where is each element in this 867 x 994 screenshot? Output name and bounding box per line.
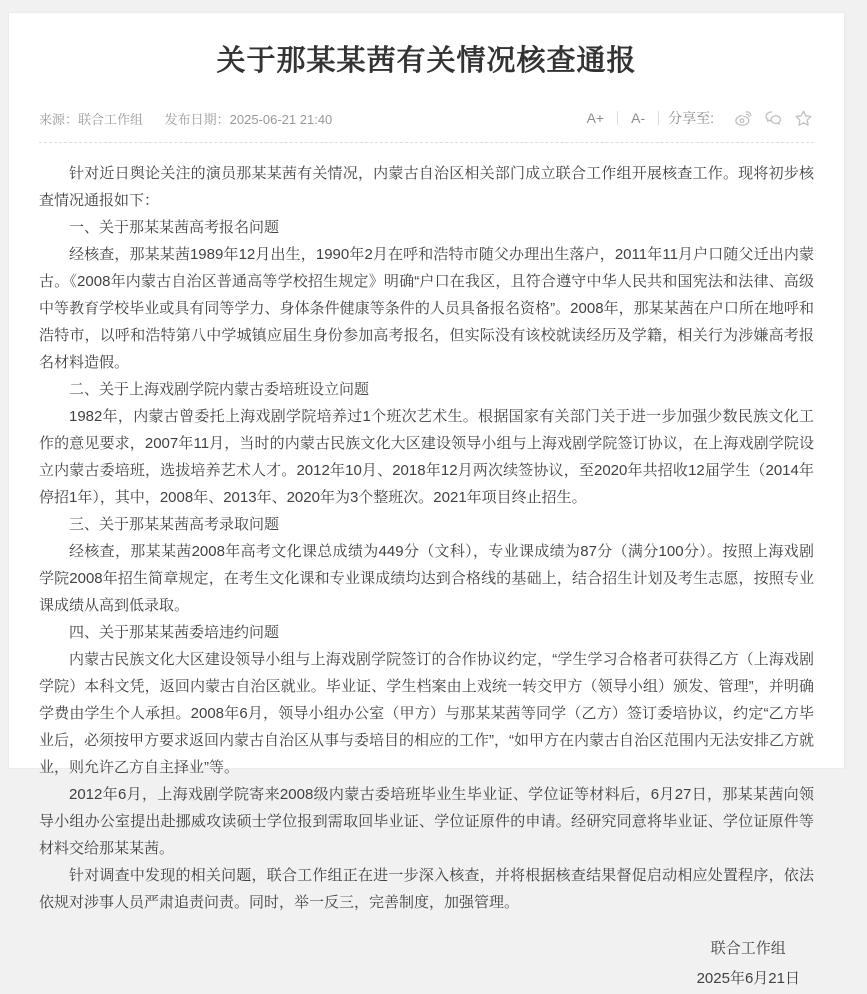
article-paragraph: 针对调查中发现的相关问题，联合工作组正在进一步深入核查，并将根据核查结果督促启动相应处置程序，依法依规对涉事人员严肃追责问责。同时，举一反三，完善制度，加强管理。 <box>39 867 814 911</box>
wechat-icon[interactable] <box>762 107 784 129</box>
section-heading-3: 三、关于那某某茜高考录取问题 <box>69 516 280 533</box>
section-heading-4: 四、关于那某某茜委培违约问题 <box>69 624 280 641</box>
article-body <box>39 160 814 916</box>
page-title: 关于那某某茜有关情况核查通报 <box>216 45 637 77</box>
article-meta <box>39 109 350 128</box>
signature-org: 联合工作组 <box>710 940 786 957</box>
article-paragraph: 2012年6月，上海戏剧学院寄来2008级内蒙古委培班毕业生毕业证、学位证等材料后，6月27日，那某某茜向领导小组办公室提出赴挪威攻读硕士学位报到需取回毕业证、学位证原件的申请。经研究同意将毕业证、学位证原件等材料交给那某某茜。 <box>39 786 814 857</box>
article-card <box>8 12 845 987</box>
section-heading-2: 二、关于上海戏剧学院内蒙古委培班设立问题 <box>69 381 370 398</box>
article-paragraph: 经核查，那某某茜2008年高考文化课总成绩为449分（文科），专业课成绩为87分（满分100分）。按照上海戏剧学院2008年招生简章规定，在考生文化课和专业课成绩均达到合格线的基础上，结合招生计划及考生志愿，按照专业课成绩从高到低录取。 <box>39 543 814 614</box>
publish-date-text: 发布日期：2025-06-21 21:40 <box>164 111 333 127</box>
font-increase-button[interactable]: A+ <box>586 110 605 126</box>
weibo-icon[interactable] <box>732 107 754 129</box>
meta-row <box>39 107 814 143</box>
article-paragraph: 针对近日舆论关注的演员那某某茜有关情况，内蒙古自治区相关部门成立联合工作组开展核查工作。现将初步核查情况通报如下： <box>39 165 814 209</box>
article-paragraph: 内蒙古民族文化大区建设领导小组与上海戏剧学院签订的合作协议约定，“学生学习合格者可获得乙方（上海戏剧学院）本科文凭，返回内蒙古自治区就业。毕业证、学生档案由上戏统一转交甲方（领导小组）颁发、管理”，并明确学费由学生个人承担。2008年6月，领导小组办公室（甲方）与那某某茜等同学（乙方）签订委培协议，约定“乙方毕业后，必须按甲方要求返回内蒙古自治区从事与委培目的相应的工作”，“如甲方在内蒙古自治区范围内无法安排乙方就业，则允许乙方自主择业”等。 <box>39 651 814 776</box>
share-label: 分享至: <box>668 110 714 126</box>
article-paragraph: 1982年，内蒙古曾委托上海戏剧学院培养过1个班次艺术生。根据国家有关部门关于进一步加强少数民族文化工作的意见要求，2007年11月，当时的内蒙古民族文化大区建设领导小组与上海戏剧学院签订协议，在上海戏剧学院设立内蒙古委培班，选拔培养艺术人才。2012年10月、2018年12月两次续签协议，至2020年共招收12届学生（2014年停招1年），其中，2008年、2013年、2020年为3个整班次。2021年项目终止招生。 <box>39 408 814 506</box>
toolbar-divider <box>617 111 618 125</box>
star-icon[interactable] <box>792 107 814 129</box>
toolbar-divider <box>658 111 659 125</box>
font-decrease-button[interactable]: A- <box>631 110 646 126</box>
article-paragraph: 经核查，那某某茜1989年12月出生，1990年2月在呼和浩特市随父办理出生落户，2011年11月户口随父迁出内蒙古。《2008年内蒙古自治区普通高等学校招生规定》明确“户口在我区，且符合遵守中华人民共和国宪法和法律、高级中等教育学校毕业或具有同等学力、身体条件健康等条件的人员具备报名资格”。2008年，那某某茜在户口所在地呼和浩特市，以呼和浩特第八中学城镇应届生身份参加高考报名，但实际没有该校就读经历及学籍，相关行为涉嫌高考报名材料造假。 <box>39 246 814 371</box>
source-text: 来源：联合工作组 <box>39 111 144 127</box>
signature-block <box>39 934 814 994</box>
section-heading-1: 一、关于那某某茜高考报名问题 <box>69 219 280 236</box>
signature-date: 2025年6月21日 <box>696 970 800 987</box>
article-toolbar <box>583 107 814 129</box>
